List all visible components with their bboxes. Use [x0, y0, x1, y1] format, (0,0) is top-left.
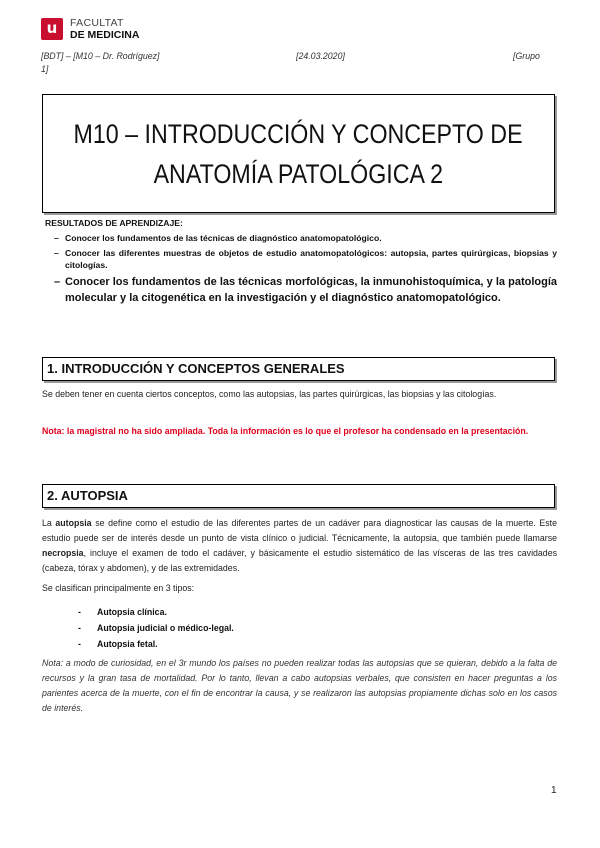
faculty-logo	[41, 18, 139, 41]
curiosity-note-paragraph: Nota: a modo de curiosidad, en el 3r mundo los países no pueden realizar todas las autopsias que se quieran, debido a la falta de recursos y la gran tasa de mortalidad. Por lo tanto, llevan a cabo autopsias verbales, que consisten en hacer preguntas a los parientes acerca de la muerte, con el fin de encontrar la causa, y se realizaron las autopsias propiamente dichas solo en los casos de interés.	[42, 658, 557, 713]
learning-outcome-item: – Conocer los fundamentos de las técnicas de diagnóstico anatomopatológico.	[45, 232, 557, 244]
page-number: 1	[551, 785, 557, 796]
section-heading-autopsia: 2. AUTOPSIA	[42, 484, 555, 508]
logo-line-medicine: DE MEDICINA	[70, 28, 140, 41]
autopsy-type-item: - Autopsia fetal.	[78, 636, 234, 652]
header-date: [24.03.2020]	[296, 51, 345, 61]
section-heading-introduction: 1. INTRODUCCIÓN Y CONCEPTOS GENERALES	[42, 357, 555, 381]
term-necropsia: necropsia	[42, 548, 84, 558]
learning-outcomes-list	[45, 232, 557, 306]
autopsy-types-list	[78, 604, 234, 652]
learning-outcomes-heading: RESULTADOS DE APRENDIZAJE:	[45, 218, 183, 228]
intro-paragraph: Se deben tener en cuenta ciertos conceptos, como las autopsias, las partes quirúrgicas, las biopsias y las citologías.	[42, 389, 497, 399]
text-run: La	[42, 518, 56, 528]
text-run: se define como el estudio de las diferentes partes de un cadáver para diagnosticar las causas de la muerte. Este estudio puede ser de interés desde un punto de vista clínico o judicial. Técnicamente, la autopsia, que también puede llamarse	[42, 518, 557, 543]
learning-outcome-item: – Conocer las diferentes muestras de objetos de estudio anatomopatológicos: autopsia, partes quirúrgicas, biopsias y citologías.	[45, 247, 557, 271]
document-title-box	[42, 94, 555, 213]
document-title-line-2: ANATOMÍA PATOLÓGICA 2	[153, 158, 444, 189]
term-autopsia: autopsia	[55, 518, 92, 528]
header-group-number: 1]	[41, 64, 49, 74]
header-group: [Grupo	[513, 51, 540, 61]
learning-outcome-item: – Conocer los fundamentos de las técnicas morfológicas, la inmunohistoquímica, y la patología molecular y la citogenética en la investigación y el diagnóstico anatomopatológico.	[45, 274, 557, 306]
logo-line-faculty: FACULTAT	[70, 17, 124, 29]
text-run: , incluye el examen de todo el cadáver, y básicamente el estudio sistemático de las vísceras de las tres cavidades (cabeza, tórax y abdomen), y de las extremidades.	[42, 548, 557, 573]
document-title-line-1: M10 – INTRODUCCIÓN Y CONCEPTO DE	[74, 118, 524, 149]
learning-outcomes	[45, 218, 557, 306]
autopsy-type-item: - Autopsia clínica.	[78, 604, 234, 620]
note-paragraph: Nota: la magistral no ha sido ampliada. Toda la información es lo que el profesor ha condensado en la presentación.	[42, 426, 529, 436]
header-course-info: [BDT] – [M10 – Dr. Rodríguez]	[41, 51, 160, 61]
logo-text	[70, 18, 139, 41]
types-intro: Se clasifican principalmente en 3 tipos:	[42, 583, 195, 593]
autopsia-definition-paragraph	[42, 516, 557, 576]
university-logo-icon: u	[41, 18, 63, 40]
autopsy-type-item: - Autopsia judicial o médico-legal.	[78, 620, 234, 636]
